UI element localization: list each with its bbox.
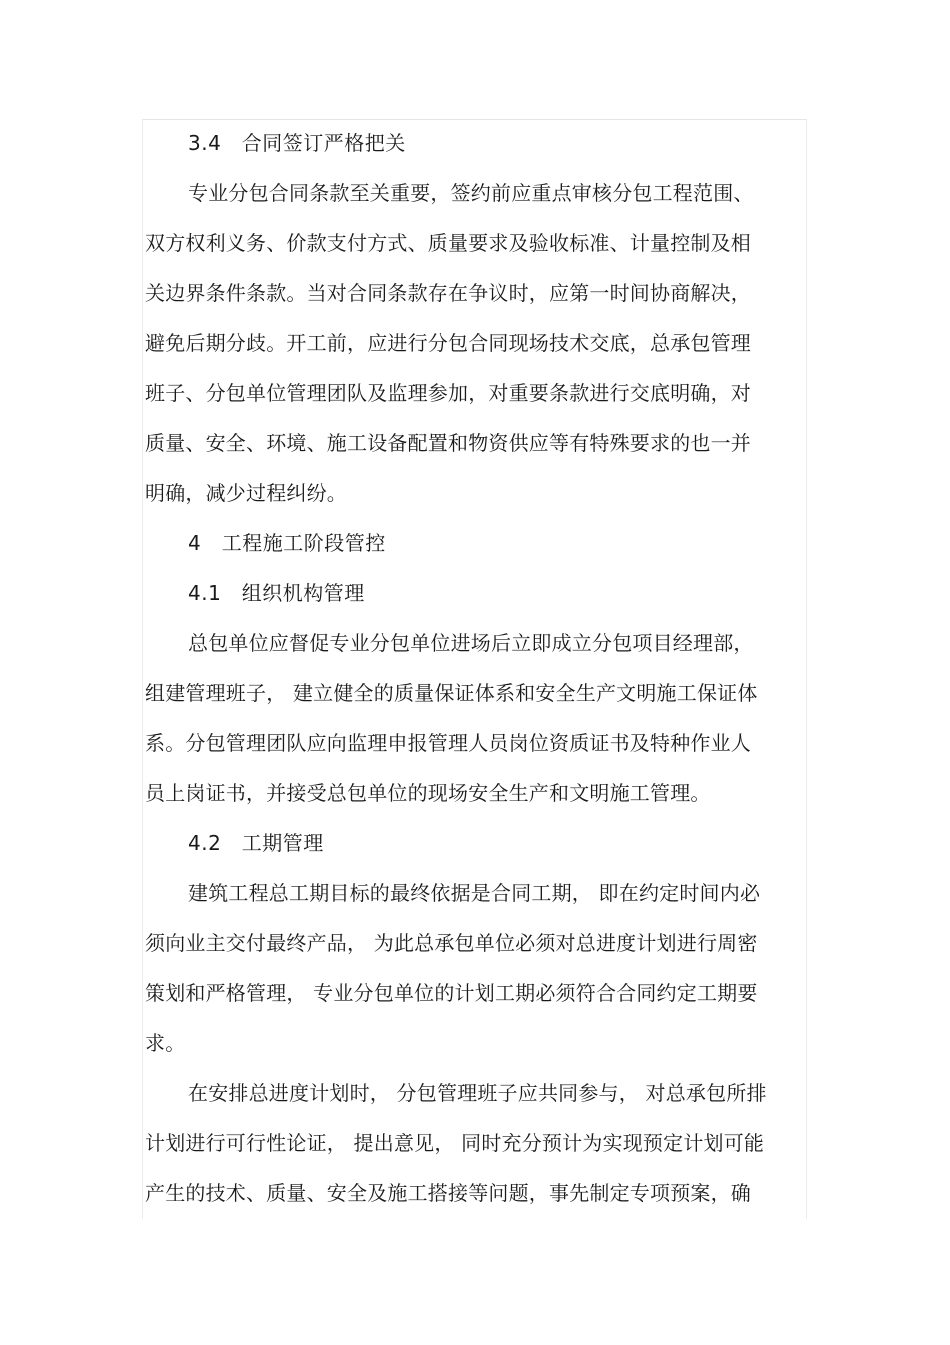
paragraph-line: 双方权利义务、价款支付方式、质量要求及验收标准、计量控制及相 bbox=[145, 231, 751, 255]
paragraph-line: 建筑工程总工期目标的最终依据是合同工期， 即在约定时间内必 bbox=[188, 881, 761, 905]
paragraph-line: 计划进行可行性论证， 提出意见， 同时充分预计为实现预定计划可能 bbox=[145, 1131, 765, 1155]
heading-4: 4 工程施工阶段管控 bbox=[188, 531, 386, 555]
paragraph-line: 质量、安全、环境、施工设备配置和物资供应等有特殊要求的也一并 bbox=[145, 431, 751, 455]
paragraph-line: 在安排总进度计划时， 分包管理班子应共同参与， 对总承包所排 bbox=[188, 1081, 767, 1105]
paragraph-line: 员上岗证书，并接受总包单位的现场安全生产和文明施工管理。 bbox=[145, 781, 711, 805]
paragraph-line: 明确，减少过程纠纷。 bbox=[145, 481, 347, 505]
paragraph-line: 关边界条件条款。当对合同条款存在争议时，应第一时间协商解决， bbox=[145, 281, 751, 305]
paragraph-line: 总包单位应督促专业分包单位进场后立即成立分包项目经理部， bbox=[188, 631, 754, 655]
heading-3-4: 3.4 合同签订严格把关 bbox=[188, 131, 406, 155]
heading-4-1: 4.1 组织机构管理 bbox=[188, 581, 365, 605]
paragraph-line: 系。分包管理团队应向监理申报管理人员岗位资质证书及特种作业人 bbox=[145, 731, 751, 755]
paragraph-line: 须向业主交付最终产品， 为此总承包单位必须对总进度计划进行周密 bbox=[145, 931, 758, 955]
paragraph-line: 专业分包合同条款至关重要，签约前应重点审核分包工程范围、 bbox=[188, 181, 754, 205]
heading-4-2: 4.2 工期管理 bbox=[188, 831, 324, 855]
paragraph-line: 产生的技术、质量、安全及施工搭接等问题，事先制定专项预案，确 bbox=[145, 1181, 751, 1205]
paragraph-line: 组建管理班子， 建立健全的质量保证体系和安全生产文明施工保证体 bbox=[145, 681, 758, 705]
paragraph-line: 班子、分包单位管理团队及监理参加，对重要条款进行交底明确，对 bbox=[145, 381, 751, 405]
paragraph-line: 避免后期分歧。开工前，应进行分包合同现场技术交底，总承包管理 bbox=[145, 331, 751, 355]
document-body bbox=[145, 118, 805, 1218]
paragraph-line: 求。 bbox=[145, 1031, 186, 1055]
paragraph-line: 策划和严格管理， 专业分包单位的计划工期必须符合合同约定工期要 bbox=[145, 981, 758, 1005]
